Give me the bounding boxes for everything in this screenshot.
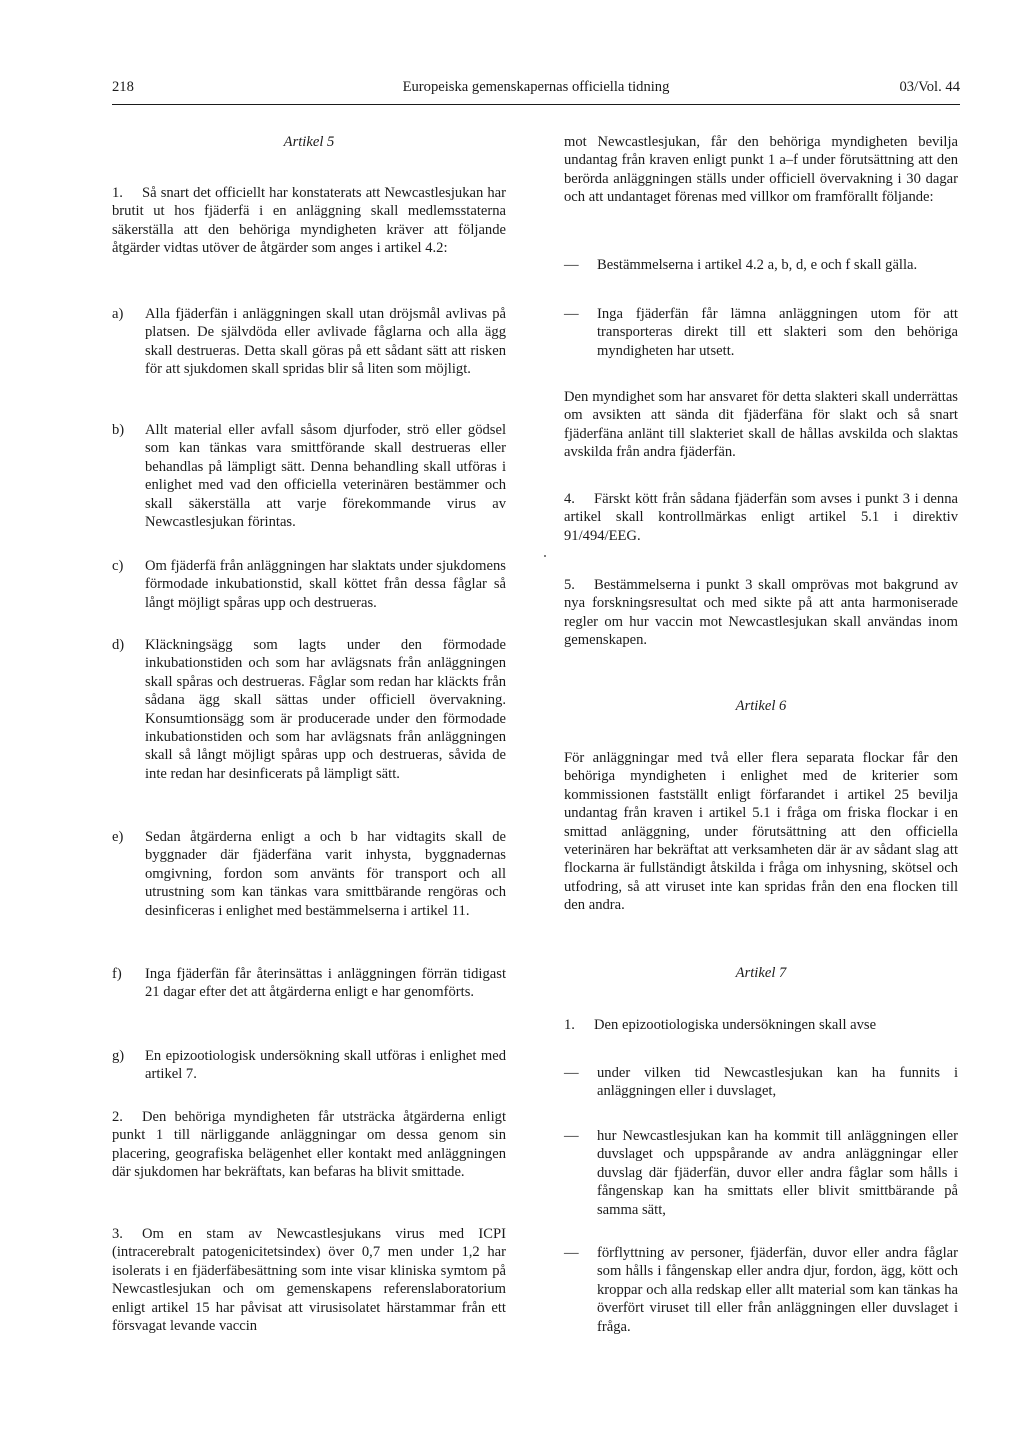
header-rule xyxy=(112,104,960,105)
item-label: f) xyxy=(112,966,122,982)
article-5-paragraph-1 xyxy=(112,184,506,258)
article-5-paragraph-3 xyxy=(112,1225,506,1335)
item-text: En epizootiologisk undersökning skall utföras i enlighet med artikel 7. xyxy=(145,1048,506,1083)
item-text: Kläckningsägg som lagts under den förmodade inkubationstiden och som har avlägsnats från anläggningen skall spåras och destrueras. Fåglar som redan har kläckts från sådana ägg skall sättas under officiell övervakning. Konsumtionsägg som är producerade under den förmodade inkubationstiden och som har avlägsnats från anläggningen skall så långt möjligt spåras upp och destrueras, såvida de inte redan har desinficerats på lämpligt sätt. xyxy=(145,637,506,782)
item-text: Allt material eller avfall såsom djurfoder, strö eller gödsel som kan tänkas vara smittförande skall destrueras eller behandlas på lämpligt sätt. Denna behandling skall utföras i enlighet med vad den officiella veterinären bestämmer och skall säkerställa att varje förekommande virus av Newcastlesjukan förintas. xyxy=(145,422,506,531)
dash-text: hur Newcastlesjukan kan ha kommit till anläggningen eller duvslaget och uppspårande av andra anläggningar eller duvslag där fjäderfän, duvor eller andra fåglar som hålls i fångenskap kan ha smittats eller blivit smittbärande på samma sätt, xyxy=(597,1128,958,1218)
paragraph-text: Den epizootiologiska undersökningen skall avse xyxy=(594,1017,877,1033)
item-text: Sedan åtgärderna enligt a och b har vidtagits skall de byggnader där fjäderfäna varit inhysta, byggnadernas omgivning, fordon som använts för transport och all utrustning som kan tänkas vara smittbärande rengöras och desinficeras i enlighet med bestämmelserna i artikel 11. xyxy=(145,829,506,919)
item-text: Om fjäderfä från anläggningen har slaktats under sjukdomens förmodade inkubationstid, skall köttet från dessa fåglar så långt möjligt spåras upp och destrueras. xyxy=(145,558,506,611)
list-item-c xyxy=(112,557,506,612)
page-header xyxy=(112,78,960,100)
list-item-b xyxy=(112,421,506,531)
dash-mark: — xyxy=(564,1065,579,1081)
dash-item-1 xyxy=(564,256,958,274)
list-item-d xyxy=(112,636,506,783)
dash-mark: — xyxy=(564,306,579,322)
article-5-heading: Artikel 5 xyxy=(283,134,335,150)
item-label: e) xyxy=(112,829,124,845)
list-item-a xyxy=(112,305,506,379)
paragraph-3-continuation: mot Newcastlesjukan, får den behöriga myndigheten bevilja undantag från kraven enligt punkt 1 a–f under förutsättning att den berörda anläggningen ställs under officiell övervakning i 30 dagar och att undantaget förenas med villkor om framförallt följande: xyxy=(564,134,958,206)
dash-mark: — xyxy=(564,1245,579,1261)
item-label: c) xyxy=(112,558,124,574)
print-speck xyxy=(544,555,546,557)
article-7-dash-3 xyxy=(564,1244,958,1336)
dash-mark: — xyxy=(564,1128,579,1144)
item-label: d) xyxy=(112,637,125,653)
paragraph-text: Färskt kött från sådana fjäderfän som avses i punkt 3 i denna artikel skall kontrollmärkas enligt artikel 5.1 i direktiv 91/494/EEG. xyxy=(564,491,958,544)
paragraph-number: 2. xyxy=(112,1109,123,1125)
dash-text: Inga fjäderfän får lämna anläggningen utom för att transporteras direkt till ett slakteri som den behöriga myndigheten har utsett. xyxy=(597,306,958,359)
article-7-heading: Artikel 7 xyxy=(735,965,787,981)
paragraph-number: 1. xyxy=(564,1017,575,1033)
dash-text: förflyttning av personer, fjäderfän, duvor eller andra fåglar som hålls i fångenskap eller andra djur, fordon, ägg, kött och kroppar och alla redskap eller allt material som kan tänkas ha överfört viruset till eller från anläggningen eller duvslaget i fråga. xyxy=(597,1245,958,1335)
article-7-dash-2 xyxy=(564,1127,958,1219)
item-label: a) xyxy=(112,306,124,322)
paragraph-text: Den behöriga myndigheten får utsträcka åtgärderna enligt punkt 1 till närliggande anläggningar om dessa genom sin placering, geografiska belägenhet eller kontakt med anläggningen där sjukdomen har bekräftats, kan befaras ha blivit smittade. xyxy=(112,1109,506,1181)
list-item-f xyxy=(112,965,506,1002)
item-text: Alla fjäderfän i anläggningen skall utan dröjsmål avlivas på platsen. De självdöda eller avlivade fåglarna och alla ägg skall destrueras. Detta skall göras på ett sådant sätt att risken för att sjukdomen skall spridas blir så liten som möjligt. xyxy=(145,306,506,378)
paragraph-number: 4. xyxy=(564,491,575,507)
list-item-e xyxy=(112,828,506,920)
item-label: b) xyxy=(112,422,125,438)
issue-volume: 03/Vol. 44 xyxy=(899,79,960,95)
slakteri-paragraph: Den myndighet som har ansvaret för detta slakteri skall underrättas om avsikten att sända dit fjäderfäna för slakt och så snart fjäderfäna anlänt till slakteriet skall de hållas avskilda och slaktas avskilda från andra fjäderfän. xyxy=(564,389,958,461)
dash-mark: — xyxy=(564,257,579,273)
article-6-text: För anläggningar med två eller flera separata flockar får den behöriga myndigheten i enlighet med de kriterier som kommissionen fastställt enligt förfarandet i artikel 25 bevilja undantag från kraven i artikel 5.1 i fråga om friska flockar i en smittad anläggning, under förutsättning att den officiella veterinären har bekräftat att verksamheten där är av sådant slag att flockarna är fullständigt åtskilda i fråga om inhysning, skötsel och utfodring, så att viruset inte kan spridas från den ena flocken till den andra. xyxy=(564,750,958,914)
article-7-paragraph-1 xyxy=(564,1016,958,1034)
paragraph-text: Om en stam av Newcastlesjukans virus med ICPI (intracerebralt patogenicitetsindex) över 0,7 men under 1,2 har isolerats i en fjäderfäbesättning som inte visar kliniska symtom på Newcastlesjukan och om gemenskapens referenslaboratorium enligt artikel 15 har påvisat att virusisolatet härstammar från ett försvagat levande vaccin xyxy=(112,1226,506,1335)
dash-item-2 xyxy=(564,305,958,360)
article-5-paragraph-4 xyxy=(564,490,958,545)
item-label: g) xyxy=(112,1048,125,1064)
paragraph-number: 3. xyxy=(112,1226,123,1242)
item-text: Inga fjäderfän får återinsättas i anläggningen förrän tidigast 21 dagar efter det att åtgärderna enligt e har genomförts. xyxy=(145,966,506,1001)
page-number: 218 xyxy=(112,79,134,95)
article-7-dash-1 xyxy=(564,1064,958,1101)
dash-text: Bestämmelserna i artikel 4.2 a, b, d, e och f skall gälla. xyxy=(597,257,918,273)
paragraph-number: 1. xyxy=(112,185,123,201)
paragraph-text: Bestämmelserna i punkt 3 skall omprövas mot bakgrund av nya forskningsresultat och med sikte på att anta harmoniserade regler om hur vaccin mot Newcastlesjukan skall användas inom gemenskapen. xyxy=(564,577,958,649)
article-5-paragraph-2 xyxy=(112,1108,506,1182)
list-item-g xyxy=(112,1047,506,1084)
article-5-paragraph-5 xyxy=(564,576,958,650)
paragraph-text: Så snart det officiellt har konstaterats att Newcastlesjukan har brutit ut hos fjäderfä i en anläggning skall medlemsstaterna säkerställa att den behöriga myndigheten kräver att följande åtgärder vidtas utöver de åtgärder som anges i artikel 4.2: xyxy=(112,185,506,257)
paragraph-number: 5. xyxy=(564,577,575,593)
dash-text: under vilken tid Newcastlesjukan kan ha funnits i anläggningen eller i duvslaget, xyxy=(597,1065,958,1100)
article-6-heading: Artikel 6 xyxy=(735,698,787,714)
journal-title: Europeiska gemenskapernas officiella tidning xyxy=(402,79,670,95)
